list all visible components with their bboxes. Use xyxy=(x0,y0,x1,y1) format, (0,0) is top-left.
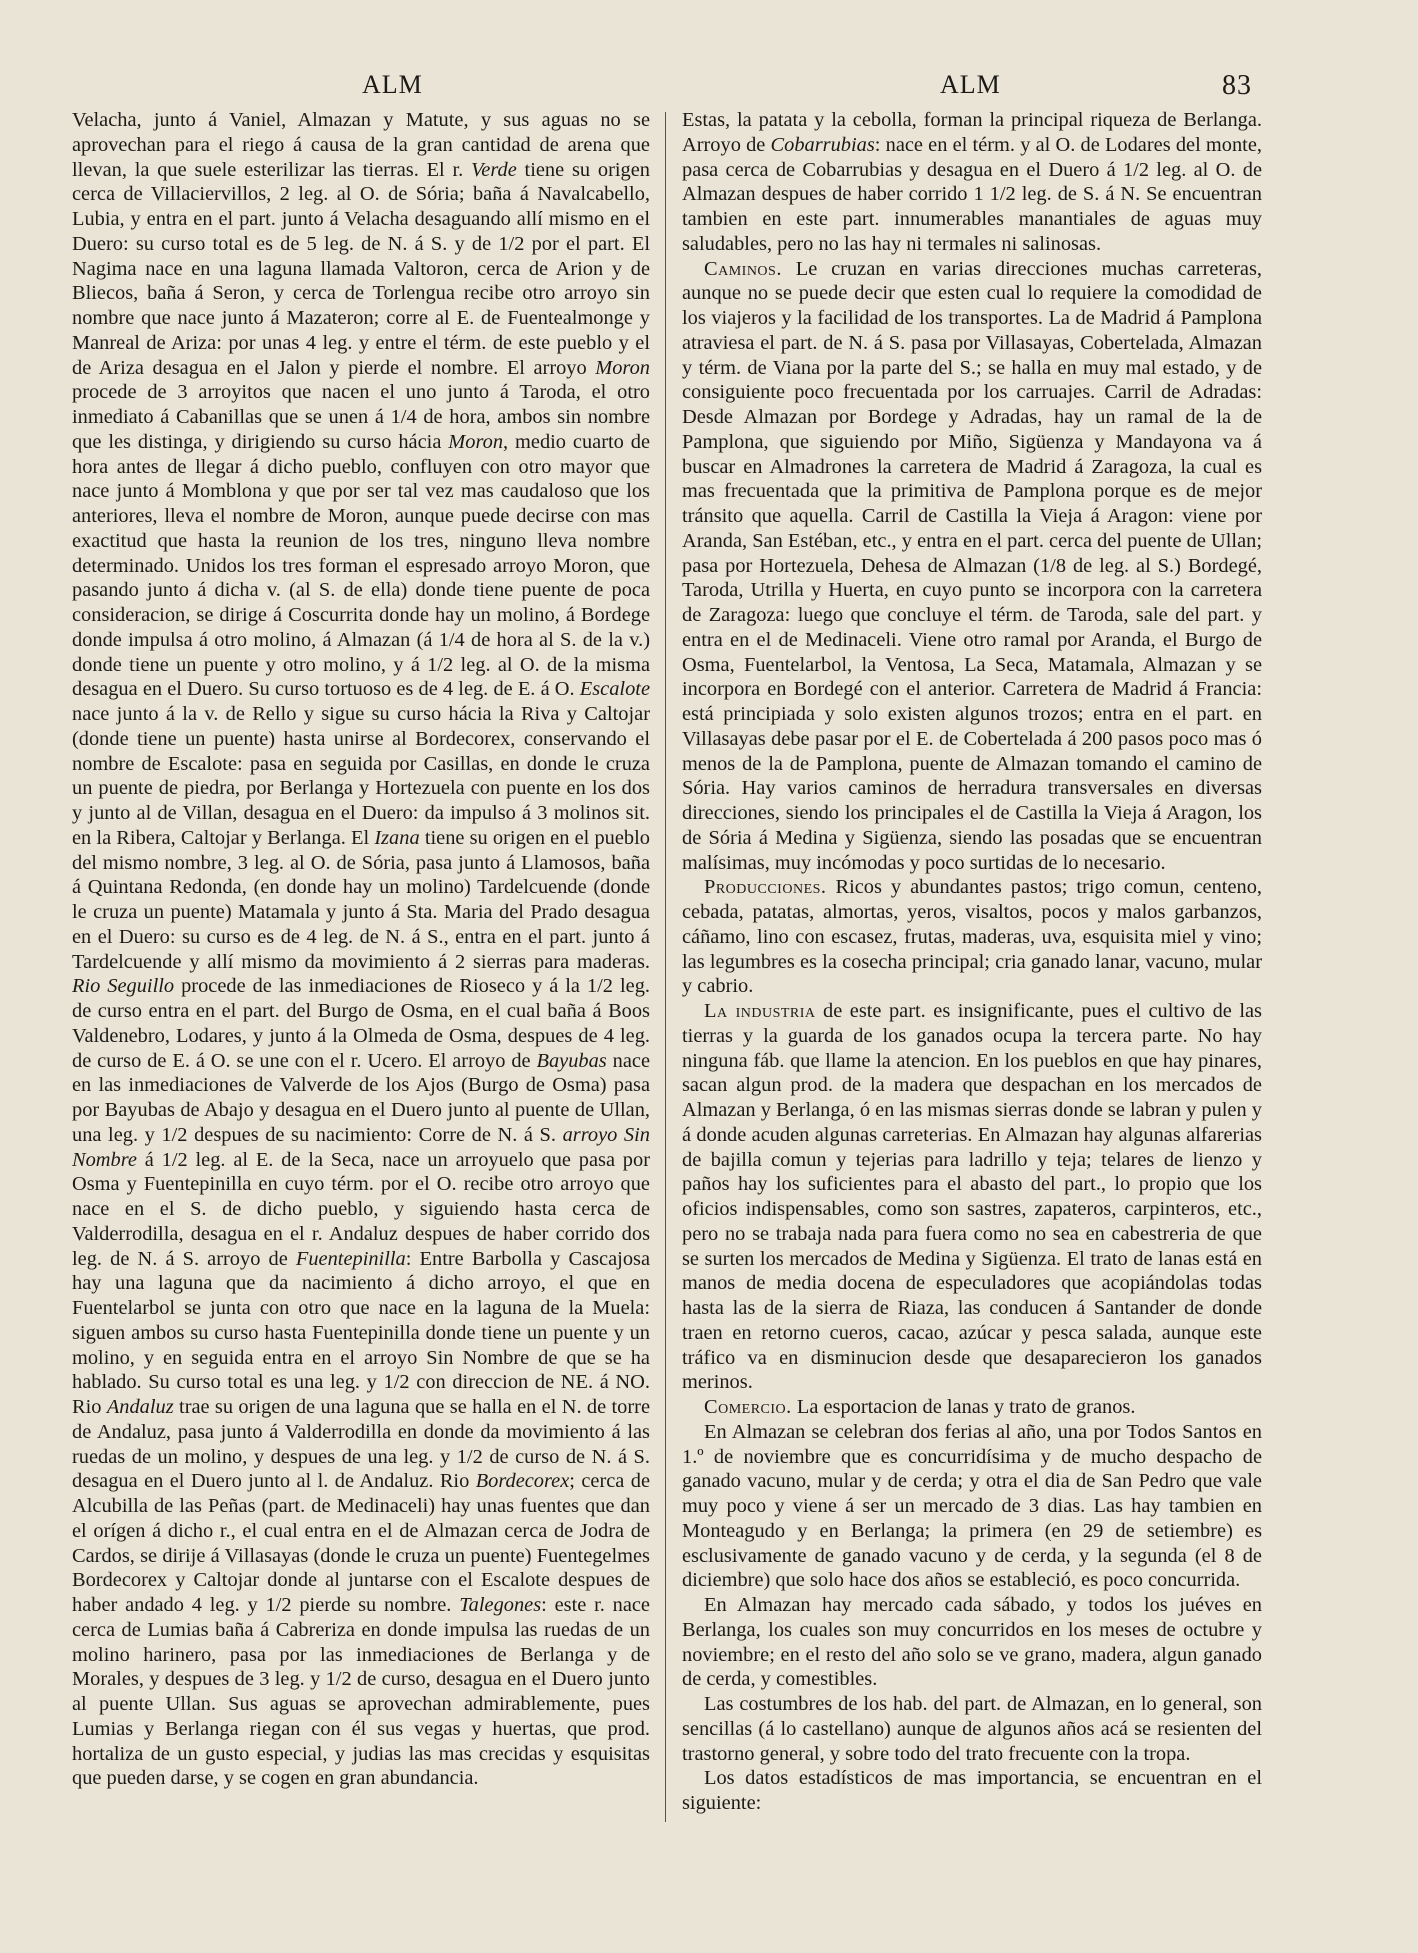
running-head-right: ALM xyxy=(940,70,1001,99)
paragraph-costumbres: Las costumbres de los hab. del part. de Almazan, en lo general, son sencillas (á lo castellano) aunque de algunos años acá se resienten del trastorno general, y sobre todo del trato frecuente con la tropa. xyxy=(682,1693,1262,1765)
section-heading-industria: La industria xyxy=(704,1000,816,1022)
section-heading-comercio: Comercio. xyxy=(704,1396,792,1418)
paragraph-comercio: Comercio. La esportacion de lanas y trato de granos. xyxy=(704,1396,1136,1418)
right-column xyxy=(682,108,1262,1816)
paragraph-berlanga: Estas, la patata y la cebolla, forman la principal riqueza de Berlanga. Arroyo de Cobarrubias: nace en el térm. y al O. de Lodares del monte, pasa cerca de Cobarrubias y desagua en el Duero á 1/2 leg. al O. de Almazan despues de haber corrido 1 1/2 leg. de S. á N. Se encuentran tambien en este part. innumerables manantiales de aguas muy saludables, pero no las hay ni termales ni salinosas. xyxy=(682,109,1262,255)
paragraph-mercado: En Almazan hay mercado cada sábado, y todos los juéves en Berlanga, los cuales son muy concurridos en los meses de octubre y noviembre; en el resto del año solo se ve grano, madera, algun ganado de cerda, y comestibles. xyxy=(682,1594,1262,1691)
paragraph-ferias: En Almazan se celebran dos ferias al año, una por Todos Santos en 1.º de noviembre que es concurridísima y de mucho despacho de ganado vacuno, mular y de cerda; y otra el dia de San Pedro que vale muy poco y viene á ser un mercado de 3 dias. Las hay tambien en Monteagudo y en Berlanga; la primera (en 29 de setiembre) es esclusivamente de ganado vacuno y de cerda, y la segunda (el 8 de diciembre) que solo hace dos años se estableció, es poco concurrida. xyxy=(682,1420,1262,1592)
paragraph-industria: La industria de este part. es insignificante, pues el cultivo de las tierras y la guarda de los ganados ocupa la tercera parte. No hay ninguna fáb. que llame la atencion. En los pueblos en que hay pinares, sacan algun prod. de la madera que despachan en los mercados de Almazan y Berlanga, ó en las mismas sierras donde se labran y pulen y á donde acuden algunas carreterias. En Almazan hay algunas alfarerias de bajilla comun y tejerias para ladrillo y teja; telares de lienzo y paños hay los suficientes para el abasto del part., lo propio que los oficios indispensables, como son sastres, zapateros, carpinteros, etc., pero no se trabaja nada para fuera como no sea en cabestreria de que se surten los mercados de Medina y Sigüenza. El trato de lanas está en manos de media docena de especuladores que acopiándolas todas hasta las de la sierra de Riaza, las conducen á Santander de donde traen en retorno cueros, cacao, azúcar y pesca salada, aunque este tráfico va en disminucion desde que desaparecieron los ganados merinos. xyxy=(682,1000,1262,1394)
paragraph-rivers: Velacha, junto á Vaniel, Almazan y Matute, y sus aguas no se aprovechan para el riego á causa de la gran cantidad de arena que llevan, la que suele esterilizar las tierras. El r. Verde tiene su origen cerca de Villaciervillos, 2 leg. al O. de Sória; baña á Navalcabello, Lubia, y entra en el part. junto á Velacha desaguando allí mismo en el Duero: su curso total es de 5 leg. de N. á S. y de 1/2 por el part. El Nagima nace en una laguna llamada Valtoron, cerca de Arion y de Bliecos, baña á Seron, y cerca de Torlengua recibe otro arroyo sin nombre que nace junto á Mazateron; corre al E. de Fuentealmonge y Manreal de Ariza: por unas 4 leg. y entre el térm. de este pueblo y el de Ariza desagua en el Jalon y pierde el nombre. El arroyo Moron procede de 3 arroyitos que nacen el uno junto á Taroda, el otro inmediato á Cabanillas que se unen á 1/4 de hora, ambos sin nombre que les distinga, y dirigiendo su curso hácia Moron, medio cuarto de hora antes de llegar á dicho pueblo, confluyen con otro mayor que nace junto á Momblona y que por ser tal vez mas caudaloso que los anteriores, lleva el nombre de Moron, aunque puede decirse con mas exactitud que hasta la reunion de los tres, ninguno lleva nombre determinado. Unidos los tres forman el espresado arroyo Moron, que pasando junto á dicha v. (al S. de ella) donde tiene puente de poca consideracion, se dirige á Coscurrita donde hay un molino, á Bordege donde impulsa á otro molino, á Almazan (á 1/4 de hora al S. de la v.) donde tiene un puente y otro molino, y á 1/2 leg. al O. de la misma desagua en el Duero. Su curso tortuoso es de 4 leg. de E. á O. Escalote nace junto á la v. de Rello y sigue su curso hácia la Riva y Caltojar (donde tiene un puente) hasta unirse al Bordecorex, conservando el nombre de Escalote: pasa en seguida por Casillas, en donde le cruza un puente de piedra, por Berlanga y Hortezuela con puente en los dos y junto al de Villan, desagua en el Duero: da impulso á 3 molinos sit. en la Ribera, Caltojar y Berlanga. El Izana tiene su origen en el pueblo del mismo nombre, 3 leg. al O. de Sória, pasa junto á Llamosos, baña á Quintana Redonda, (en donde hay un molino) Tardelcuende (donde le cruza un puente) Matamala y junto á Sta. Maria del Prado desagua en el Duero: su curso es de 4 leg. de N. á S., entra en el part. junto á Tardelcuende y allí mismo da movimiento á 2 sierras para maderas. Rio Seguillo procede de las inmediaciones de Rioseco y á la 1/2 leg. de curso entra en el part. del Burgo de Osma, en el cual baña á Boos Valdenebro, Lodares, y junto á la Olmeda de Osma, despues de 4 leg. de curso de E. á O. se une con el r. Ucero. El arroyo de Bayubas nace en las inmediaciones de Valverde de los Ajos (Burgo de Osma) pasa por Bayubas de Abajo y desagua en el Duero junto al puente de Ullan, una leg. y 1/2 despues de su nacimiento: Corre de N. á S. arroyo Sin Nombre á 1/2 leg. al E. de la Seca, nace un arroyuelo que pasa por Osma y Fuentepinilla en cuyo térm. por el O. recibe otro arroyo que nace en el S. de dicho pueblo, y siguiendo hasta cerca de Valderrodilla, desagua en el r. Andaluz despues de haber corrido dos leg. de N. á S. arroyo de Fuentepinilla: Entre Barbolla y Cascajosa hay una laguna que da nacimiento á dicho arroyo, el que en Fuentelarbol se junta con otro que nace en la laguna de la Muela: siguen ambos su curso hasta Fuentepinilla donde tiene un puente y un molino, y en seguida entra en el arroyo Sin Nombre de que se ha hablado. Su curso total es una leg. y 1/2 con direccion de NE. á NO. Rio Andaluz trae su origen de una laguna que se halla en el N. de torre de Andaluz, pasa junto á Valderrodilla en donde da movimiento á las ruedas de un molino, y despues de una leg. y 1/2 de curso de N. á S. desagua en el Duero junto al l. de Andaluz. Rio Bordecorex; cerca de Alcubilla de las Peñas (part. de Medinaceli) hay unas fuentes que dan el orígen á dicho r., el cual entra en el de Almazan cerca de Jodra de Cardos, se dirije á Villasayas (donde le cruza un puente) Fuentegelmes Bordecorex y Caltojar donde al juntarse con el Escalote despues de haber andado 4 leg. y 1/2 pierde su nombre. Talegones: este r. nace cerca de Lumias baña á Cabreriza en donde impulsa las ruedas de un molino harinero, pasa por las inmediaciones de Berlanga y de Morales, y despues de 3 leg. y 1/2 de curso, desagua en el Duero junto al puente Ullan. Sus aguas se aprovechan admirablemente, pues Lumias y Berlanga riegan con él sus vegas y huertas, que prod. hortaliza de un gusto especial, y judias las mas crecidas y esquisitas que pueden darse, y se cogen en gran abundancia. xyxy=(72,109,651,1790)
left-column xyxy=(72,108,650,1791)
page-number: 83 xyxy=(1222,70,1252,101)
paragraph-producciones: Producciones. Ricos y abundantes pastos; trigo comun, centeno, cebada, patatas, almortas, yeros, visaltos, pocos y malos garbanzos, cáñamo, lino con escasez, frutas, maderas, uva, esquisita miel y vino; las legumbres es la cosecha principal; cria ganado lanar, vacuno, mular y cabrio. xyxy=(682,876,1262,998)
paragraph-caminos: Caminos. Le cruzan en varias direcciones muchas carreteras, aunque no se puede decir que esten cual lo requiere la comodidad de los viajeros y la facilidad de los transportes. La de Madrid á Pamplona atraviesa el part. de N. á S. pasa por Villasayas, Cobertelada, Almazan y térm. de Viana por la parte del S.; se halla en muy mal estado, y de consiguiente poco frecuentada por los carruajes. Carril de Adradas: Desde Almazan por Bordege y Adradas, hay un ramal de la de Pamplona, que siguiendo por Miño, Sigüenza y Mandayona va á buscar en Almadrones la carretera de Madrid á Zaragoza, la cual es mas frecuentada que la primitiva de Pamplona porque es de mejor tránsito que aquella. Carril de Castilla la Vieja á Aragon: viene por Aranda, San Estéban, etc., y entra en el part. cerca del puente de Ullan; pasa por Hortezuela, Dehesa de Almazan (1/8 de leg. al S.) Bordegé, Taroda, Utrilla y Huerta, en cuyo punto se incorpora con la carretera de Zaragoza: luego que concluye el térm. de Taroda, sale del part. y entra en el de Medinaceli. Viene otro ramal por Aranda, el Burgo de Osma, Fuentelarbol, la Ventosa, La Seca, Matamala, Almazan y se incorpora en Bordegé con el anterior. Carretera de Madrid á Francia: está principiada y solo existen algunos trozos; entra en el part. en Villasayas debe pasar por el E. de Cobertelada á 200 pasos poco mas ó menos de la de Pamplona, puente de Almazan tomando el camino de Sória. Hay varios caminos de herradura transversales en diversas direcciones, siendo los principales el de Castilla la Vieja á Aragon, los de Sória á Medina y Sigüenza, siendo las posadas que se encuentran malísimas, muy incómodas y poco surtidas de lo necesario. xyxy=(682,257,1262,874)
section-heading-caminos: Caminos. xyxy=(704,257,782,280)
section-heading-producciones: Producciones. xyxy=(704,876,827,899)
running-head-left: ALM xyxy=(362,70,423,99)
column-divider xyxy=(665,112,666,1822)
paragraph-datos: Los datos estadísticos de mas importancia, se encuentran en el siguiente: xyxy=(682,1767,1262,1814)
